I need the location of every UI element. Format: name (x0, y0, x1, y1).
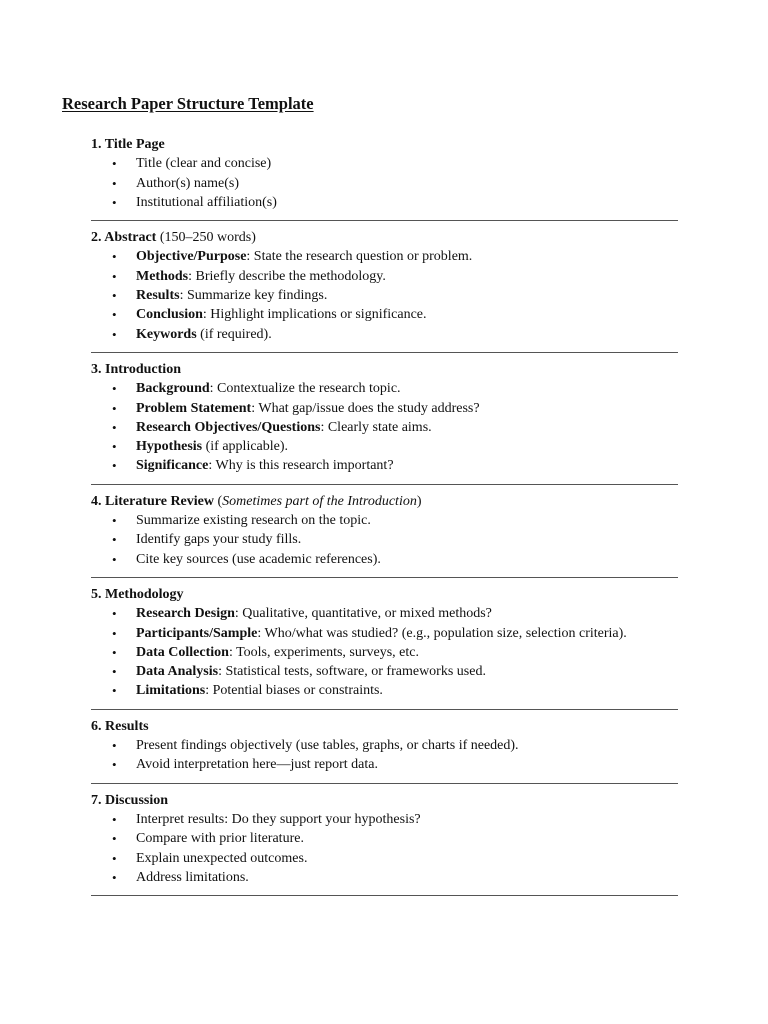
section-heading-label: 2. Abstract (91, 230, 157, 246)
list-item-term: Background (136, 381, 210, 397)
list-item-text: : Contextualize the research topic. (209, 381, 401, 397)
section-heading (91, 717, 678, 736)
list-item (91, 174, 678, 193)
list-item (91, 399, 678, 418)
list-item (91, 530, 678, 549)
list-item-text: : Potential biases or constraints. (205, 683, 383, 699)
list-item-term: Results (136, 288, 180, 304)
list-item-text: Present findings objectively (use tables, graphs, or charts if needed). (136, 738, 519, 754)
bullet-icon: • (112, 307, 117, 323)
list-item (91, 868, 678, 887)
list-item (91, 247, 678, 266)
list-item (91, 829, 678, 848)
bullet-list (91, 604, 678, 700)
list-item-text: : Qualitative, quantitative, or mixed methods? (234, 606, 492, 622)
section-heading (91, 135, 678, 154)
bullet-icon: • (112, 532, 117, 548)
bullet-icon: • (112, 757, 117, 773)
bullet-icon: • (112, 644, 117, 660)
section (91, 717, 678, 784)
list-item-term: Problem Statement (136, 400, 252, 416)
section (91, 228, 678, 353)
section (91, 492, 678, 578)
bullet-icon: • (112, 288, 117, 304)
list-item (91, 755, 678, 774)
bullet-list (91, 736, 678, 775)
list-item-text: Compare with prior literature. (136, 831, 304, 847)
section-heading-close: ) (416, 493, 422, 509)
list-item (91, 662, 678, 681)
bullet-icon: • (112, 606, 117, 622)
bullet-icon: • (112, 400, 117, 416)
list-item-text: Address limitations. (136, 869, 249, 885)
list-item (91, 456, 678, 475)
bullet-icon: • (112, 458, 117, 474)
list-item-term: Methods (136, 268, 189, 284)
bullet-list (91, 247, 678, 343)
list-item (91, 418, 678, 437)
list-item-term: Hypothesis (136, 439, 203, 455)
list-item (91, 643, 678, 662)
bullet-icon: • (112, 175, 117, 191)
section-heading (91, 228, 678, 247)
list-item-term: Keywords (136, 326, 197, 342)
section-heading-label: 7. Discussion (91, 792, 169, 808)
list-item-text: Title (clear and concise) (136, 156, 272, 172)
bullet-icon: • (112, 738, 117, 754)
list-item-text: : Why is this research important? (208, 458, 394, 474)
list-item-text: : Who/what was studied? (e.g., population size, selection criteria). (257, 625, 627, 641)
list-item (91, 849, 678, 868)
list-item (91, 193, 678, 212)
list-item (91, 736, 678, 755)
list-item-text: Institutional affiliation(s) (136, 194, 277, 210)
section-heading-label: 1. Title Page (91, 137, 165, 152)
list-item (91, 267, 678, 286)
bullet-icon: • (112, 625, 117, 641)
list-item-text: Author(s) name(s) (136, 175, 240, 191)
bullet-list (91, 379, 678, 475)
list-item-text: : What gap/issue does the study address? (251, 400, 480, 416)
bullet-list (91, 154, 678, 212)
bullet-icon: • (112, 831, 117, 847)
bullet-icon: • (112, 194, 117, 210)
bullet-icon: • (112, 811, 117, 827)
list-item-term: Research Objectives/Questions (136, 419, 321, 435)
list-item (91, 624, 678, 643)
list-item-text: : Summarize key findings. (179, 288, 328, 304)
bullet-icon: • (112, 156, 117, 172)
bullet-icon: • (112, 869, 117, 885)
section-heading-note: (150–250 words) (156, 230, 256, 246)
list-item-text: (if required). (196, 326, 272, 342)
section-heading-label: 6. Results (91, 718, 149, 734)
list-item (91, 511, 678, 530)
bullet-icon: • (112, 249, 117, 265)
section-heading-label: 5. Methodology (91, 586, 184, 602)
bullet-icon: • (112, 326, 117, 342)
document-title: Research Paper Structure Template (62, 94, 314, 113)
list-item (91, 286, 678, 305)
list-item-text: Explain unexpected outcomes. (136, 850, 308, 866)
section-heading (91, 585, 678, 604)
section-heading (91, 360, 678, 379)
list-item-text: Summarize existing research on the topic. (136, 513, 371, 529)
list-item-term: Participants/Sample (136, 625, 258, 641)
section-heading (91, 791, 678, 810)
section-heading-label: 3. Introduction (91, 361, 181, 377)
list-item (91, 305, 678, 324)
list-item-text: : Highlight implications or significance. (202, 307, 427, 323)
section (91, 135, 678, 221)
list-item (91, 379, 678, 398)
section-heading-label: 4. Literature Review (91, 493, 214, 509)
list-item-term: Research Design (136, 606, 235, 622)
list-item-text: : Briefly describe the methodology. (188, 268, 386, 284)
list-item-term: Data Collection (136, 644, 229, 660)
bullet-icon: • (112, 683, 117, 699)
bullet-list (91, 511, 678, 569)
section-heading (91, 492, 678, 511)
list-item-term: Data Analysis (136, 664, 219, 680)
bullet-list (91, 810, 678, 887)
list-item (91, 681, 678, 700)
list-item (91, 604, 678, 623)
section-heading-italic-note: Sometimes part of the Introduction (222, 493, 417, 509)
list-item-term: Objective/Purpose (136, 249, 247, 265)
list-item-text: : Clearly state aims. (320, 419, 432, 435)
list-item (91, 154, 678, 173)
list-item-text: Avoid interpretation here—just report data. (136, 757, 378, 773)
list-item-text: : State the research question or problem. (246, 249, 473, 265)
list-item (91, 810, 678, 829)
list-item (91, 325, 678, 344)
list-item-text: (if applicable). (202, 439, 289, 455)
section (91, 360, 678, 485)
section-heading-note: ( (213, 493, 223, 509)
list-item-text: Identify gaps your study fills. (136, 532, 302, 548)
bullet-icon: • (112, 850, 117, 866)
bullet-icon: • (112, 664, 117, 680)
bullet-icon: • (112, 381, 117, 397)
section (91, 585, 678, 710)
bullet-icon: • (112, 513, 117, 529)
list-item-term: Limitations (136, 683, 206, 699)
list-item-text: : Tools, experiments, surveys, etc. (228, 644, 419, 660)
section (91, 791, 678, 896)
list-item-term: Significance (136, 458, 209, 474)
section-list (91, 135, 678, 903)
list-item-text: Interpret results: Do they support your hypothesis? (136, 811, 421, 827)
bullet-icon: • (112, 419, 117, 435)
list-item-term: Conclusion (136, 307, 203, 323)
bullet-icon: • (112, 268, 117, 284)
bullet-icon: • (112, 439, 117, 455)
list-item-text: Cite key sources (use academic references). (136, 551, 381, 567)
list-item (91, 550, 678, 569)
list-item-text: : Statistical tests, software, or frameworks used. (218, 664, 486, 680)
list-item (91, 437, 678, 456)
bullet-icon: • (112, 551, 117, 567)
